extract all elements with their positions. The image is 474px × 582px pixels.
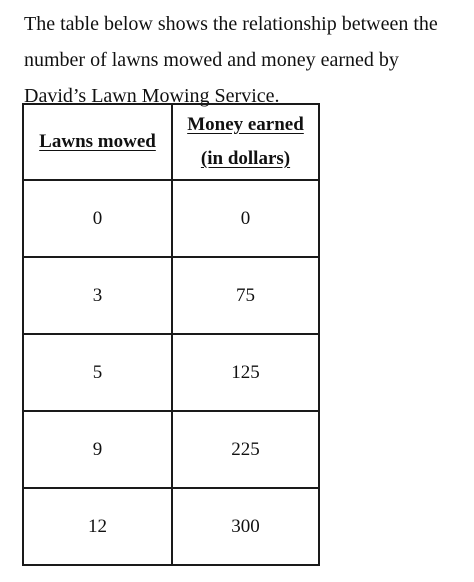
lawn-money-table: [22, 103, 320, 566]
lawns-cell: 12: [23, 488, 172, 565]
question-line-2: number of lawns mowed and money earned by: [24, 49, 399, 71]
table-row: [23, 180, 319, 257]
lawns-cell: 3: [23, 257, 172, 334]
table-row: [23, 257, 319, 334]
header-lawns-mowed: [23, 104, 172, 180]
table-row: [23, 411, 319, 488]
money-cell: 300: [172, 488, 319, 565]
money-cell: 225: [172, 411, 319, 488]
table-row: [23, 334, 319, 411]
question-line-3: David’s Lawn Mowing Service.: [24, 85, 280, 107]
table-header-row: [23, 104, 319, 180]
question-line-1: The table below shows the relationship between the: [24, 13, 438, 35]
header-money-earned: [172, 104, 319, 180]
money-cell: 75: [172, 257, 319, 334]
money-cell: 125: [172, 334, 319, 411]
header-lawns-mowed-label: Lawns mowed: [39, 131, 156, 152]
header-money-earned-label: Money earned: [187, 114, 304, 135]
money-cell: 0: [172, 180, 319, 257]
table-row: [23, 488, 319, 565]
lawns-cell: 0: [23, 180, 172, 257]
lawns-cell: 5: [23, 334, 172, 411]
header-money-units-label: (in dollars): [200, 148, 291, 169]
lawns-cell: 9: [23, 411, 172, 488]
question-text: [24, 6, 464, 114]
